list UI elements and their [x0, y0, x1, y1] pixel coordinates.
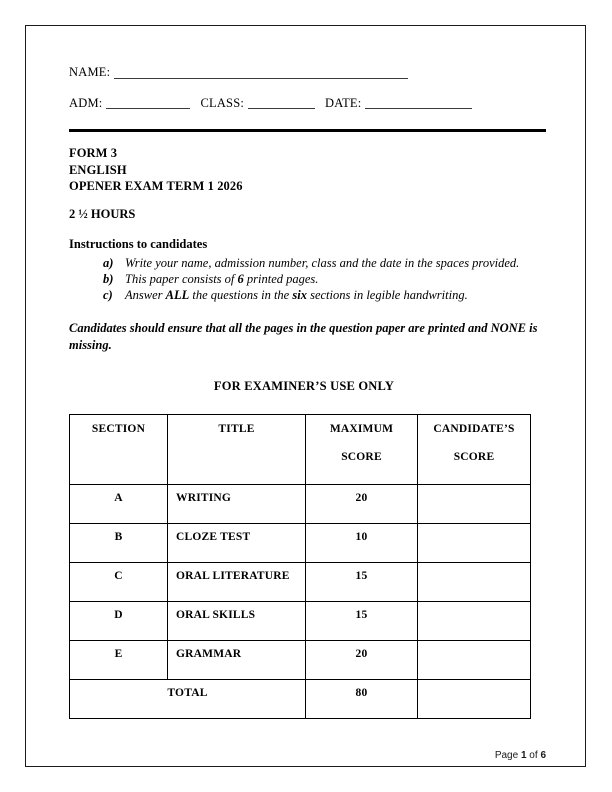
table-row	[70, 484, 531, 523]
instruction-marker: c)	[103, 288, 113, 302]
column-header-line1: TITLE	[218, 422, 255, 435]
instruction-text: the questions in the	[189, 288, 293, 302]
instruction-text: sections in legible handwriting.	[306, 288, 468, 302]
instruction-emphasis: 6	[237, 271, 244, 286]
cell-section: E	[70, 640, 168, 679]
page-content	[69, 65, 546, 761]
examiner-score-table	[69, 414, 531, 719]
cell-title: ORAL LITERATURE	[168, 562, 306, 601]
exam-heading	[69, 145, 546, 195]
name-input-rule[interactable]	[114, 67, 408, 79]
examiner-section-title: FOR EXAMINER’S USE ONLY	[213, 378, 395, 393]
column-header-title	[168, 414, 306, 484]
pages-notice: Candidates should ensure that all the pages in the question paper are printed and NONE is missing.	[69, 321, 538, 352]
cell-candidate-score[interactable]	[418, 640, 531, 679]
page-sheet	[25, 25, 586, 767]
cell-section: C	[70, 562, 168, 601]
cell-total-candidate-score[interactable]	[418, 679, 531, 718]
instruction-text: Answer	[125, 288, 166, 302]
form-level: FORM 3	[69, 146, 118, 160]
instruction-emphasis: six	[292, 288, 307, 302]
cell-title: ORAL SKILLS	[168, 601, 306, 640]
instruction-marker: b)	[103, 271, 114, 286]
adm-input-rule[interactable]	[106, 97, 190, 109]
class-label: CLASS:	[200, 95, 245, 110]
footer-current-page: 1	[520, 750, 527, 761]
instructions-list	[69, 255, 546, 304]
column-header-candidate-score	[418, 414, 531, 484]
cell-maximum-score: 15	[306, 562, 418, 601]
instruction-item	[103, 287, 546, 303]
footer-prefix: Page	[494, 750, 521, 761]
instruction-text: Write your name, admission number, class and the date in the spaces provided.	[125, 255, 520, 270]
cell-total-maximum-score: 80	[306, 679, 418, 718]
footer-total-pages: 6	[540, 750, 546, 761]
column-header-line1: SECTION	[91, 422, 146, 435]
cell-maximum-score: 20	[306, 484, 418, 523]
table-row	[70, 640, 531, 679]
name-field-row	[69, 66, 546, 79]
cell-maximum-score: 10	[306, 523, 418, 562]
cell-maximum-score: 20	[306, 640, 418, 679]
cell-section: B	[70, 523, 168, 562]
class-input-rule[interactable]	[248, 97, 315, 109]
instruction-text: printed pages.	[243, 271, 319, 286]
name-label: NAME:	[69, 65, 111, 79]
table-row	[70, 601, 531, 640]
column-header-maximum-score	[306, 414, 418, 484]
column-header-section	[70, 414, 168, 484]
table-header-row	[70, 414, 531, 484]
instruction-text: This paper consists of	[125, 271, 238, 286]
cell-candidate-score[interactable]	[418, 484, 531, 523]
cell-candidate-score[interactable]	[418, 601, 531, 640]
column-header-line2: SCORE	[341, 450, 382, 463]
cell-section: A	[70, 484, 168, 523]
table-row-total	[70, 679, 531, 718]
column-header-line1: MAXIMUM	[329, 422, 394, 435]
page-footer	[495, 750, 546, 761]
instruction-emphasis: ALL	[165, 288, 190, 302]
exam-name: OPENER EXAM TERM 1 2026	[69, 179, 243, 193]
cell-title: CLOZE TEST	[168, 523, 306, 562]
column-header-line1: CANDIDATE’S	[433, 422, 515, 435]
cell-title: WRITING	[168, 484, 306, 523]
instruction-marker: a)	[103, 255, 114, 270]
adm-class-date-row	[69, 97, 546, 110]
exam-duration: 2 ½ HOURS	[69, 206, 136, 221]
header-divider	[69, 129, 546, 132]
instructions-title: Instructions to candidates	[69, 236, 208, 251]
cell-candidate-score[interactable]	[418, 523, 531, 562]
cell-title: GRAMMAR	[168, 640, 306, 679]
adm-label: ADM:	[69, 95, 103, 110]
table-header	[70, 414, 531, 484]
candidate-identity-block	[69, 66, 546, 109]
instruction-item	[103, 271, 546, 287]
table-row	[70, 523, 531, 562]
cell-maximum-score: 15	[306, 601, 418, 640]
footer-middle: of	[526, 750, 541, 761]
cell-total-label: TOTAL	[70, 679, 306, 718]
column-header-line2: SCORE	[453, 450, 495, 463]
cell-candidate-score[interactable]	[418, 562, 531, 601]
cell-section: D	[70, 601, 168, 640]
date-input-rule[interactable]	[365, 97, 472, 109]
instruction-item	[103, 255, 546, 271]
date-label: DATE:	[325, 95, 362, 110]
table-body	[70, 484, 531, 718]
subject-name: ENGLISH	[69, 162, 127, 177]
table-row	[70, 562, 531, 601]
